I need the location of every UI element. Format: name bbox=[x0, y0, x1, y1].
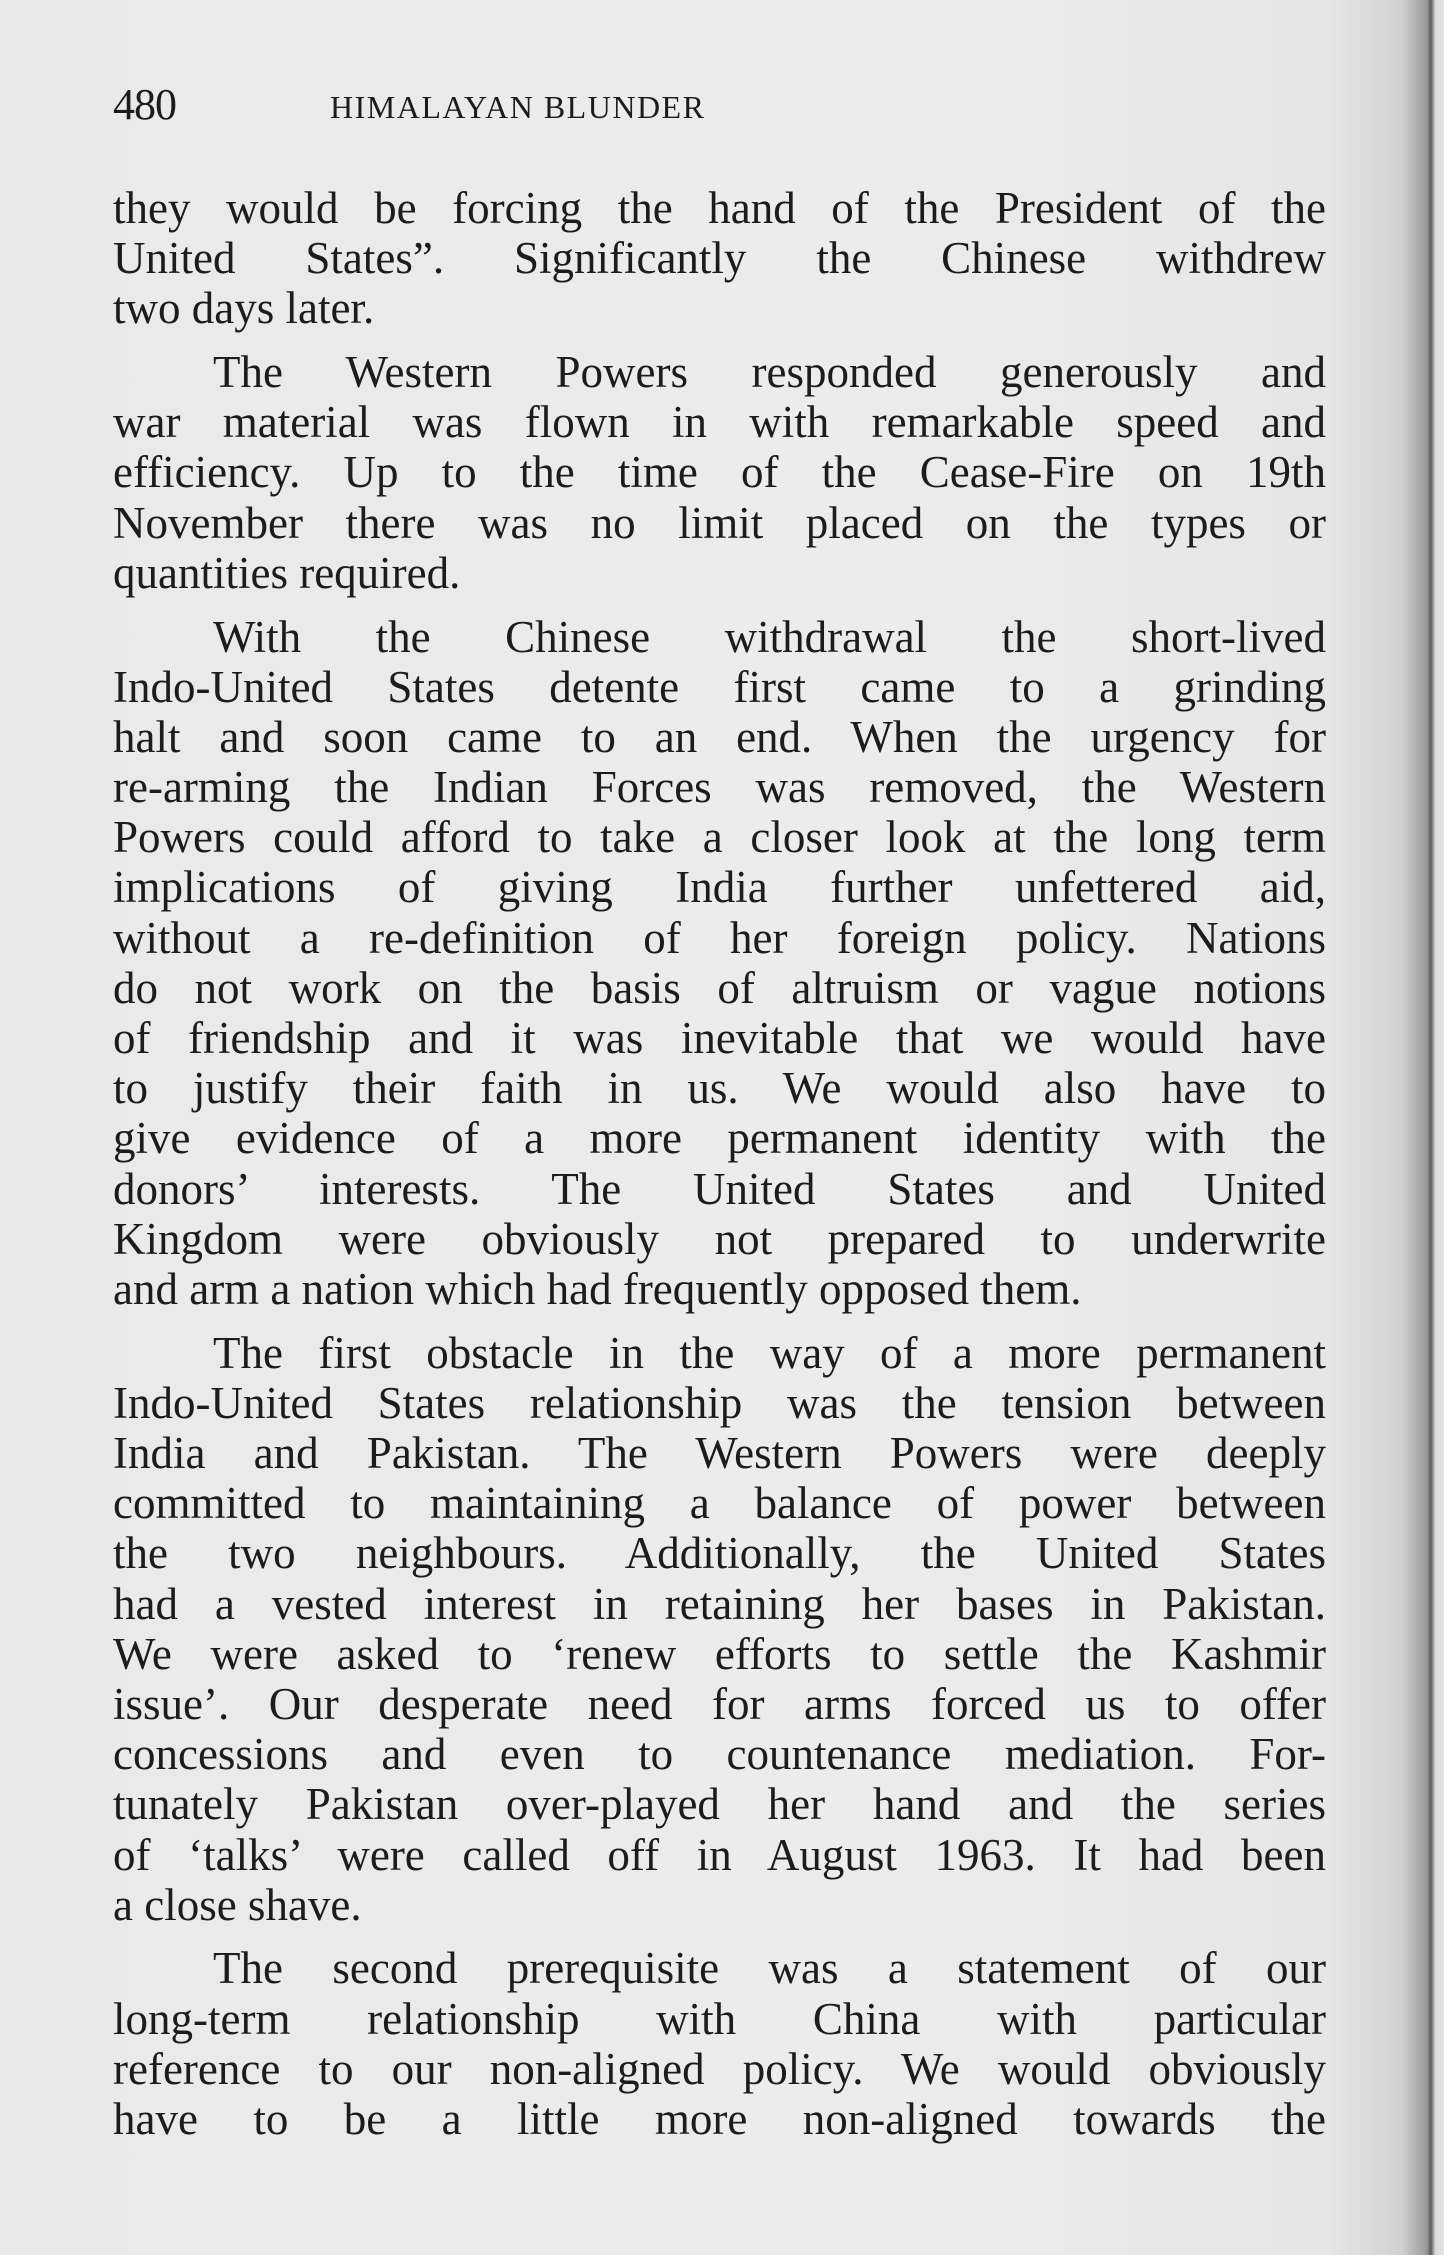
page-header bbox=[113, 80, 1326, 130]
text-line: of ‘talks’ were called off in August 1963. It had been bbox=[113, 1829, 1326, 1880]
text-line: The Western Powers responded generously and bbox=[213, 347, 1326, 398]
text-line: With the Chinese withdrawal the short-lived bbox=[213, 611, 1326, 662]
text-line: two days later. bbox=[113, 283, 375, 334]
paragraph bbox=[113, 1328, 1326, 1930]
text-line: Indo-United States relationship was the tension between bbox=[113, 1377, 1326, 1428]
text-line: and arm a nation which had frequently opposed them. bbox=[113, 1263, 1082, 1314]
text-line: United States”. Significantly the Chinese withdrew bbox=[113, 233, 1326, 284]
page-number: 480 bbox=[113, 80, 176, 129]
text-line: November there was no limit placed on the types or bbox=[113, 497, 1326, 548]
text-line: committed to maintaining a balance of power between bbox=[113, 1478, 1326, 1529]
text-line: The first obstacle in the way of a more permanent bbox=[213, 1327, 1326, 1378]
text-line: they would be forcing the hand of the President of the bbox=[113, 183, 1326, 233]
text-line: to justify their faith in us. We would also have to bbox=[113, 1063, 1326, 1114]
text-line: give evidence of a more permanent identity with the bbox=[113, 1113, 1326, 1164]
paragraph bbox=[113, 183, 1326, 334]
text-line: of friendship and it was inevitable that we would have bbox=[113, 1013, 1326, 1063]
body-text bbox=[113, 183, 1326, 2158]
paragraph bbox=[113, 612, 1326, 1315]
text-line: The second prerequisite was a statement of our bbox=[213, 1943, 1326, 1994]
text-line: concessions and even to countenance mediation. For- bbox=[113, 1729, 1326, 1780]
text-line: the two neighbours. Additionally, the United States bbox=[113, 1528, 1326, 1579]
text-line: halt and soon came to an end. When the urgency for bbox=[113, 711, 1326, 762]
text-line: without a re-definition of her foreign policy. Nations bbox=[113, 912, 1326, 963]
text-line: reference to our non-aligned policy. We would obviously bbox=[113, 2043, 1326, 2094]
text-line: Powers could afford to take a closer look at the long term bbox=[113, 812, 1326, 863]
text-line: re-arming the Indian Forces was removed, the Western bbox=[113, 762, 1326, 813]
text-line: efficiency. Up to the time of the Cease-Fire on 19th bbox=[113, 447, 1326, 498]
text-line: donors’ interests. The United States and United bbox=[113, 1163, 1326, 1214]
running-head: HIMALAYAN BLUNDER bbox=[330, 89, 706, 125]
text-line: Indo-United States detente first came to a grinding bbox=[113, 661, 1326, 712]
text-line: We were asked to ‘renew efforts to settle the Kashmir bbox=[113, 1628, 1326, 1679]
text-line: war material was flown in with remarkable speed and bbox=[113, 397, 1326, 448]
text-line: Kingdom were obviously not prepared to underwrite bbox=[113, 1213, 1326, 1264]
text-line: do not work on the basis of altruism or vague notions bbox=[113, 962, 1326, 1013]
paragraph bbox=[113, 347, 1326, 598]
text-line: tunately Pakistan over-played her hand and the series bbox=[113, 1779, 1326, 1830]
text-line: issue’. Our desperate need for arms forced us to offer bbox=[113, 1678, 1326, 1729]
text-line: implications of giving India further unfettered aid, bbox=[113, 862, 1326, 913]
text-line: a close shave. bbox=[113, 1879, 362, 1930]
text-line: quantities required. bbox=[113, 547, 461, 598]
text-line: long-term relationship with China with particular bbox=[113, 1993, 1326, 2044]
text-line: had a vested interest in retaining her bases in Pakistan. bbox=[113, 1578, 1326, 1629]
paragraph bbox=[113, 1943, 1326, 2144]
text-line: India and Pakistan. The Western Powers were deeply bbox=[113, 1428, 1326, 1478]
text-line: have to be a little more non-aligned towards the bbox=[113, 2093, 1326, 2144]
